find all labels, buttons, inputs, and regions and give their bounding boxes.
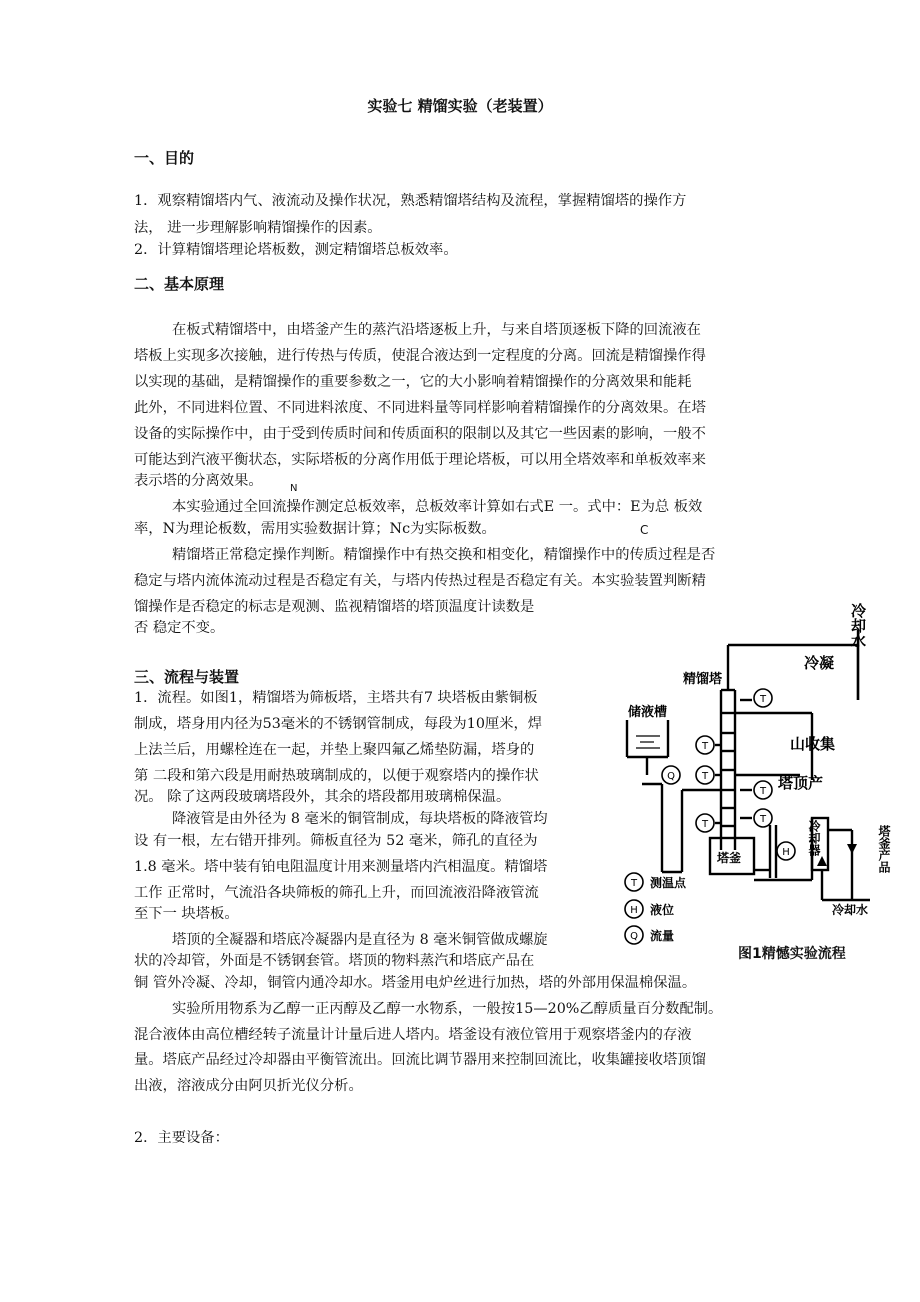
paragraph-line: 塔板上实现多次接触，进行传热与传质，使混合液达到一定程度的分离。回流是精馏操作得 [134,348,706,364]
legend-temperature-point: 测温点 [650,876,687,890]
main-equipment-heading: 2．主要设备： [134,1130,229,1146]
paragraph-line: 在板式精馏塔中，由塔釜产生的蒸汽沿塔逐板上升，与来自塔顶逐板下降的回流液在 [172,322,701,338]
paragraph-line: 上法兰后，用螺栓连在一起，并垫上聚四氟乙烯垫防漏，塔身的 [134,742,535,758]
label-cooler: 冷却器 [807,820,821,856]
label-bottom-product: 塔釜产品 [877,825,891,873]
paragraph-line: 状的冷却管，外面是不锈钢套管。塔顶的物料蒸汽和塔底产品在 [134,953,535,969]
purpose-line-3: 2．计算精馏塔理论塔板数，测定精馏塔总板效率。 [134,242,458,258]
paragraph-line: 可能达到汽液平衡状态，实际塔板的分离作用低于理论塔板，可以用全塔效率和单板效率来 [134,452,706,468]
paragraph-line: 况。 除了这两段玻璃塔段外，其余的塔段都用玻璃棉保温。 [134,789,511,805]
legend-h-icon: H [630,905,638,916]
paragraph-line: 第 二段和第六段是用耐热玻璃制成的，以便于观察塔内的操作状 [134,768,539,784]
temperature-point-icon: T [759,814,767,825]
purpose-line-2: 法， 进一步理解影响精馏操作的因素。 [134,220,382,236]
paragraph-line: 设备的实际操作中，由于受到传质时间和传质面积的限制以及其它一些因素的影响，一般不 [134,426,706,442]
paragraph-line: 1．流程。如图1，精馏塔为筛板塔，主塔共有7 块塔板由紫铜板 [134,690,538,706]
paragraph-line: 此外，不同进料位置、不同进料浓度、不同进料量等同样影响着精馏操作的分离效果。在塔 [134,400,706,416]
page-title: 实验七 精馏实验（老装置） [367,97,553,115]
label-storage-tank: 储液槽 [628,705,668,720]
paragraph-line: 制成，塔身用内径为53毫米的不锈钢管制成，每段为10厘米，焊 [134,716,543,732]
paragraph-line: 精馏塔正常稳定操作判断。精馏操作中有热交换和相变化，精馏操作中的传质过程是否 [172,547,716,563]
label-reboiler: 塔釜 [717,851,742,865]
paragraph-line: 量。塔底产品经过冷却器由平衡管流出。回流比调节器用来控制回流比，收集罐接收塔顶馏 [134,1052,706,1068]
paragraph-line: 表示塔的分离效果。 [134,473,263,489]
paragraph-line: 否 稳定不变。 [134,620,225,636]
label-collect: 山收集 [790,735,836,753]
temperature-point-icon: T [759,786,767,797]
legend-flow-rate: 流量 [650,929,675,943]
legend-t-icon: T [630,878,638,889]
flow-point-icon: Q [667,771,675,782]
section-heading-principle: 二、基本原理 [134,275,225,293]
label-condense: 冷凝 [804,654,835,672]
paragraph-line: 1.8 毫米。塔中装有铂电阻温度计用来测量塔内汽相温度。精馏塔 [134,859,548,875]
paragraph-line: 降液管是由外径为 8 毫米的铜管制成，每块塔板的降液管均 [172,811,548,827]
paragraph-line: 稳定与塔内流体流动过程是否稳定有关，与塔内传热过程是否稳定有关。本实验装置判断精 [134,573,706,589]
paragraph-line: 塔顶的全凝器和塔底冷凝器内是直径为 8 毫米铜管做成螺旋 [172,932,548,948]
paragraph-line: 馏操作是否稳定的标志是观测、监视精馏塔的塔顶温度计读数是 [134,599,535,615]
temperature-point-icon: T [701,741,709,752]
paragraph-line: 率，N为理论板数，需用实验数据计算；Nc为实际板数。 [134,521,496,537]
level-point-icon: H [782,847,790,858]
legend-liquid-level: 液位 [650,903,675,917]
temperature-point-icon: T [701,771,709,782]
label-top-product: 塔顶产 [778,774,824,792]
paragraph-line: 设 有一根，左右错开排列。筛板直径为 52 毫米，筛孔的直径为 [134,833,538,849]
legend-q-icon: Q [630,931,638,942]
temperature-point-icon: T [759,694,767,705]
paragraph-line: 工作 正常时，气流沿各块筛板的筛孔上升，而回流液沿降液管流 [134,885,539,901]
figure-caption: 图1精憾实验流程 [738,946,846,962]
paragraph-line: 本实验通过全回流操作测定总板效率，总板效率计算如右式E 一。式中：E为总 板效 [172,499,703,515]
paragraph-line: 以实现的基础，是精馏操作的重要参数之一，它的大小影响着精馏操作的分离效果和能耗 [134,374,692,390]
purpose-line-1: 1．观察精馏塔内气、液流动及操作状况，熟悉精馏塔结构及流程，掌握精馏塔的操作方 [134,193,687,209]
paragraph-line: 至下一 块塔板。 [134,906,239,922]
label-column: 精馏塔 [683,672,723,687]
formula-c-mark: C [640,523,649,537]
section-heading-purpose: 一、目的 [134,149,195,167]
paragraph-line: 铜 管外冷凝、冷却，铜管内通冷却水。塔釜用电炉丝进行加热，塔的外部用保温棉保温。 [134,975,697,991]
paragraph-line: 实验所用物系为乙醇一正丙醇及乙醇一水物系，一般按15—20%乙醇质量百分数配制。 [172,1001,723,1017]
paragraph-line: 出液，溶液成分由阿贝折光仪分析。 [134,1078,363,1094]
label-cooling-water-top: 冷却水 [849,603,867,648]
formula-n-mark: N [290,483,298,494]
temperature-point-icon: T [701,819,709,830]
paragraph-line: 混合液体由高位槽经转子流量计计量后进人塔内。塔釜设有液位管用于观察塔釜内的存液 [134,1027,692,1043]
label-cooling-water-bottom: 冷却水 [832,903,869,917]
section-heading-process: 三、流程与装置 [134,668,240,686]
